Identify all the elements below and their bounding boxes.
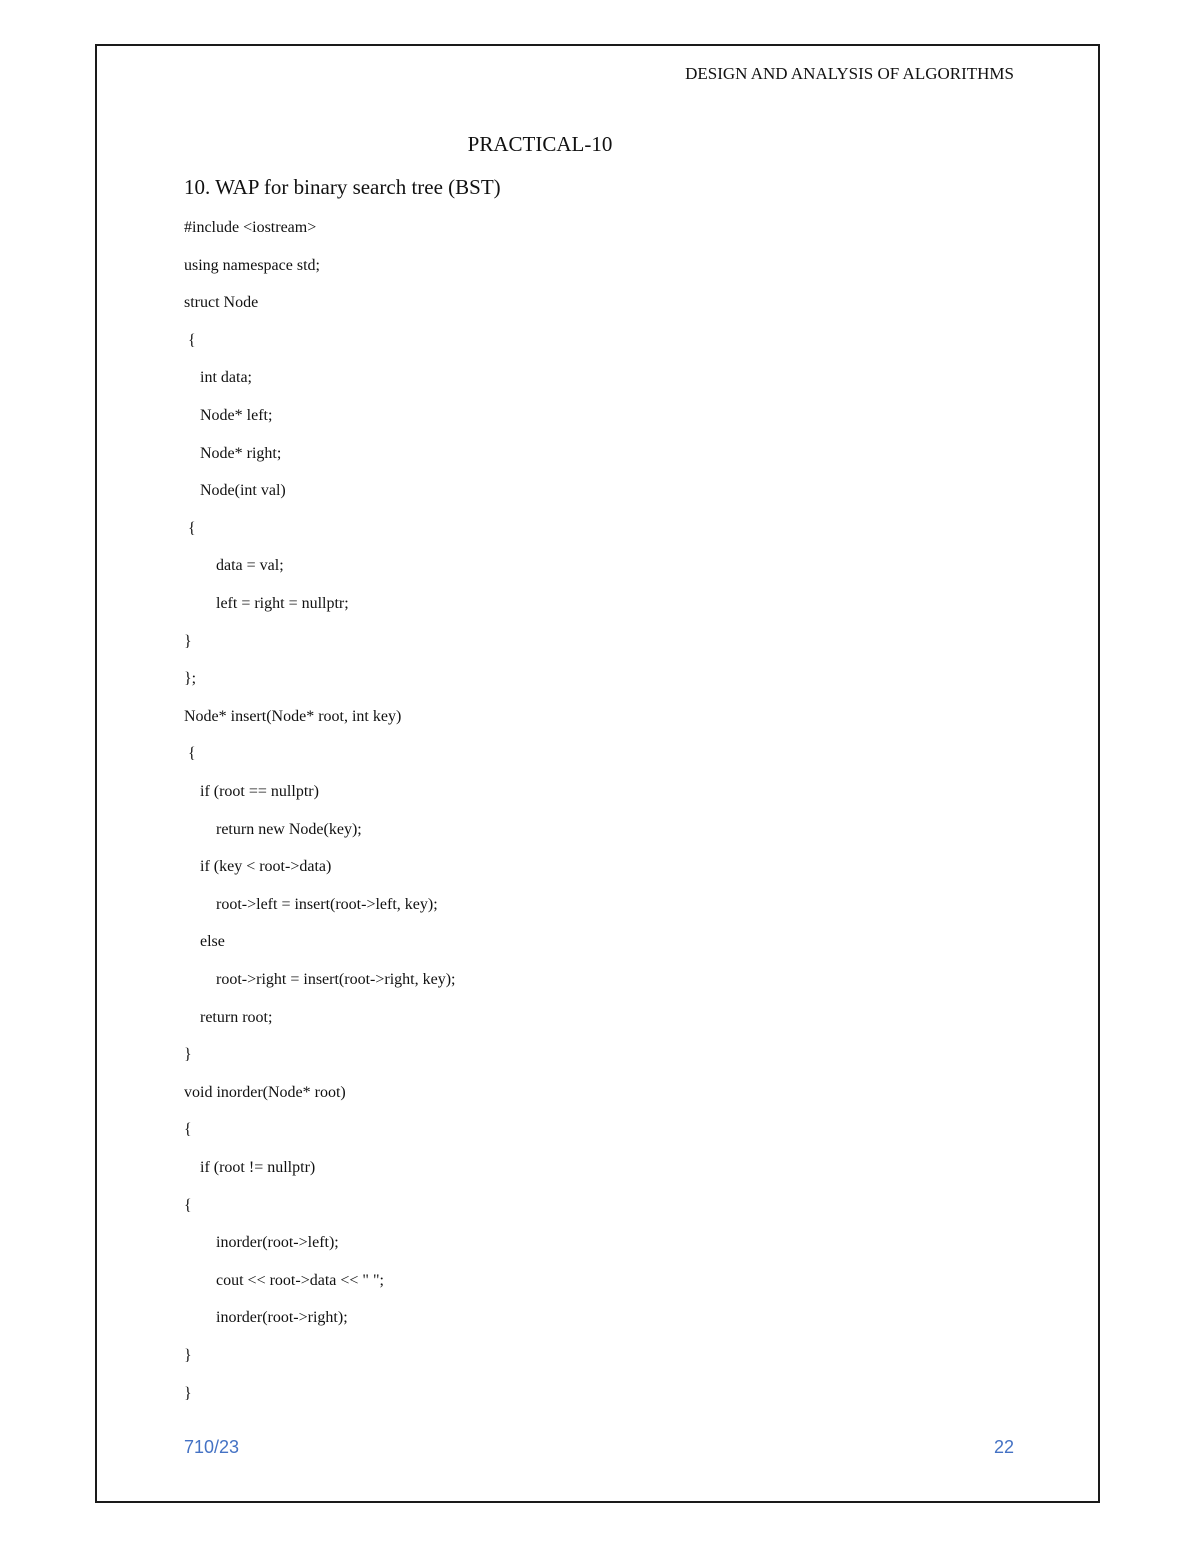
code-line: { bbox=[184, 1196, 192, 1214]
code-line: } bbox=[184, 1046, 192, 1064]
code-line: inorder(root->right); bbox=[184, 1309, 348, 1327]
code-line: return root; bbox=[184, 1008, 273, 1026]
code-line: Node* insert(Node* root, int key) bbox=[184, 707, 402, 725]
code-line: Node(int val) bbox=[184, 482, 286, 500]
question-heading: 10. WAP for binary search tree (BST) bbox=[184, 175, 501, 199]
practical-title: PRACTICAL-10 bbox=[467, 132, 613, 156]
code-line: { bbox=[184, 1121, 192, 1139]
code-line: { bbox=[184, 519, 196, 537]
code-line: inorder(root->left); bbox=[184, 1234, 339, 1252]
code-line: Node* right; bbox=[184, 444, 282, 462]
code-line: } bbox=[184, 1347, 192, 1364]
code-line: if (root != nullptr) bbox=[184, 1159, 316, 1176]
code-line: void inorder(Node* root) bbox=[184, 1083, 346, 1101]
code-line: struct Node bbox=[184, 294, 259, 312]
code-line: { bbox=[184, 745, 196, 763]
code-line: } bbox=[184, 1384, 192, 1402]
code-line: Node* left; bbox=[184, 407, 273, 424]
code-line: else bbox=[184, 933, 225, 951]
code-line: { bbox=[184, 331, 196, 349]
code-line: using namespace std; bbox=[184, 256, 320, 274]
code-line: int data; bbox=[184, 369, 252, 387]
code-line: left = right = nullptr; bbox=[184, 595, 349, 612]
code-line: if (key < root->data) bbox=[184, 858, 332, 876]
code-line: return new Node(key); bbox=[184, 820, 362, 838]
footer-roll-number: 710/23 bbox=[184, 1437, 240, 1457]
footer-page-number: 22 bbox=[993, 1437, 1014, 1457]
code-line: cout << root->data << " "; bbox=[184, 1271, 384, 1289]
running-header: DESIGN AND ANALYSIS OF ALGORITHMS bbox=[685, 64, 1014, 83]
code-line: root->right = insert(root->right, key); bbox=[184, 971, 456, 988]
code-line: } bbox=[184, 632, 192, 650]
code-line: }; bbox=[184, 670, 197, 688]
code-line: root->left = insert(root->left, key); bbox=[184, 895, 438, 913]
code-line: data = val; bbox=[184, 557, 284, 575]
code-line: #include <iostream> bbox=[184, 219, 317, 236]
code-line: if (root == nullptr) bbox=[184, 783, 319, 800]
